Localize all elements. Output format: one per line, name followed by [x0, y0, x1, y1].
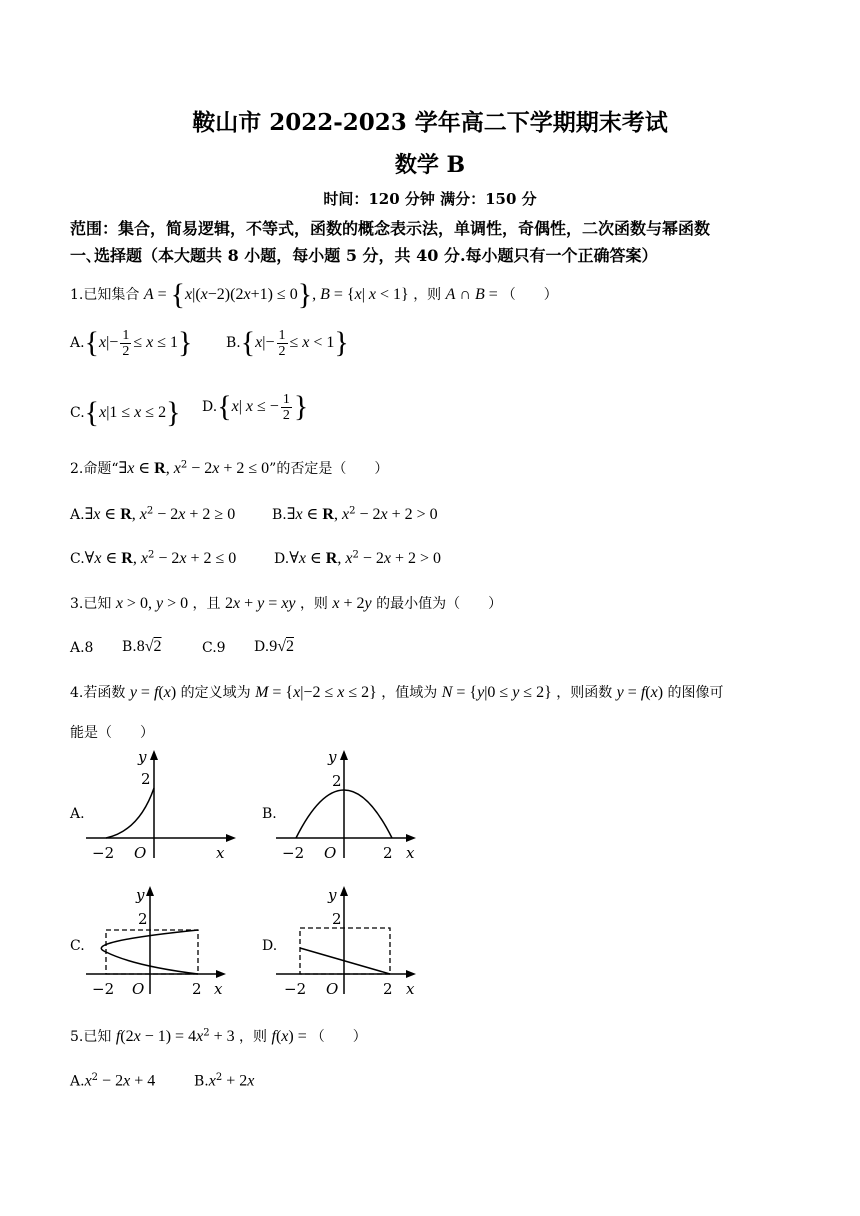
graph-c-origin: O	[132, 980, 145, 998]
graph-b-x-label: x	[406, 844, 415, 862]
question-5-option-b[interactable]: $B.x^2 + 2x$	[194, 1072, 255, 1090]
graph-d-x-label: x	[406, 980, 415, 998]
question-3-option-a[interactable]: A.8	[70, 640, 94, 656]
question-1-option-b[interactable]: B.{x|− $\frac{1}{2}$ ≤ x < 1}	[226, 326, 349, 359]
graph-b-y-label: y	[328, 748, 337, 766]
graph-d-origin: O	[326, 980, 339, 998]
graph-c-tick-2-x: 2	[192, 980, 202, 998]
question-5-option-a[interactable]: $A.x^2 - 2x + 4$	[70, 1072, 156, 1090]
graph-a-tick-2: 2	[141, 770, 151, 788]
question-4-option-a-label[interactable]: A.	[70, 806, 85, 822]
question-4-graph-b[interactable]	[274, 746, 434, 862]
question-2-option-d[interactable]: D.∀x ∈ R, $x^2 - 2x + 2 > 0$	[274, 549, 442, 567]
subject-title: 数学 B	[394, 152, 466, 178]
graph-b-origin: O	[324, 844, 337, 862]
graph-d-tick-neg2: −2	[284, 980, 307, 998]
question-1-stem: 1.已知集合 A = {x|(x−2)(2x+1) ≤ 0}, B = {x| x < 1} ，则 A ∩ B = （ ）	[70, 278, 558, 311]
question-3-stem: 3.已知 x > 0, y > 0 ，且 2x + y = xy ，则 x + 2y 的最小值为（ ）	[70, 595, 503, 612]
question-4-graph-c[interactable]	[84, 882, 244, 998]
graph-a-tick-neg2: −2	[92, 844, 115, 862]
question-4-stem-line1: 4.若函数 y = f(x) 的定义域为 M = {x|−2 ≤ x ≤ 2} ，值域为 N = {y|0 ≤ y ≤ 2} ，则函数 y = f(x) 的图像可	[70, 684, 724, 701]
exam-title: 鞍山市 2022-2023 学年高二下学期期末考试	[192, 109, 668, 136]
section-heading: 一､选择题（本大题共 8 小题，每小题 5 分，共 40 分.每小题只有一个正确答案）	[70, 246, 658, 265]
question-4-option-b-label[interactable]: B.	[262, 806, 277, 822]
question-4-graph-a[interactable]	[84, 746, 244, 862]
question-3-option-d[interactable]: D.9√2	[254, 638, 294, 655]
graph-c-tick-neg2: −2	[92, 980, 115, 998]
question-1-option-d[interactable]: D.{x| x ≤ − $\frac{1}{2}$ }	[202, 390, 309, 423]
question-5-stem: 5.已知 $f(2x - 1) = 4x^2 + 3$ ，则 f(x) = （ ）	[70, 1027, 367, 1045]
question-4-option-c-label[interactable]: C.	[70, 938, 85, 954]
exam-scope: 范围：集合，简易逻辑，不等式，函数的概念表示法，单调性，奇偶性，二次函数与幂函数	[70, 219, 711, 238]
graph-b-tick-2-x: 2	[383, 844, 393, 862]
graph-d-y-label: y	[328, 886, 337, 904]
graph-a-origin: O	[134, 844, 147, 862]
question-4-stem-line2: 能是（ ）	[70, 725, 154, 741]
question-2-option-a[interactable]: A.∃x ∈ R, $x^2 - 2x + 2 \ge 0$	[70, 505, 236, 523]
question-3-option-b[interactable]: B.8√2	[122, 638, 162, 655]
graph-d-tick-2: 2	[332, 910, 342, 928]
graph-b-tick-2: 2	[332, 772, 342, 790]
question-2-option-c[interactable]: C.∀x ∈ R, $x^2 - 2x + 2 \le 0$	[70, 549, 237, 567]
graph-d-tick-2-x: 2	[383, 980, 393, 998]
graph-a-x-label: x	[216, 844, 225, 862]
question-1-option-c[interactable]: C.{x|1 ≤ x ≤ 2}	[70, 396, 181, 429]
question-3-option-c[interactable]: C.9	[202, 640, 226, 656]
graph-c-y-label: y	[136, 886, 145, 904]
graph-c-x-label: x	[214, 980, 223, 998]
question-4-option-d-label[interactable]: D.	[262, 938, 278, 954]
question-4-graph-d[interactable]	[274, 882, 434, 998]
graph-a-y-label: y	[138, 748, 147, 766]
question-2-stem: 2.命题“∃x ∈ R, $x^2 - 2x + 2 \le 0$”的否定是（ ）	[70, 459, 389, 477]
question-2-option-b[interactable]: B.∃x ∈ R, $x^2 - 2x + 2 > 0$	[272, 505, 438, 523]
graph-c-tick-2: 2	[138, 910, 148, 928]
question-1-option-a[interactable]: A.{x|− $\frac{1}{2}$ ≤ x ≤ 1}	[70, 326, 193, 359]
graph-b-tick-neg2: −2	[282, 844, 305, 862]
time-info: 时间：120 分钟 满分：150 分	[323, 190, 537, 208]
